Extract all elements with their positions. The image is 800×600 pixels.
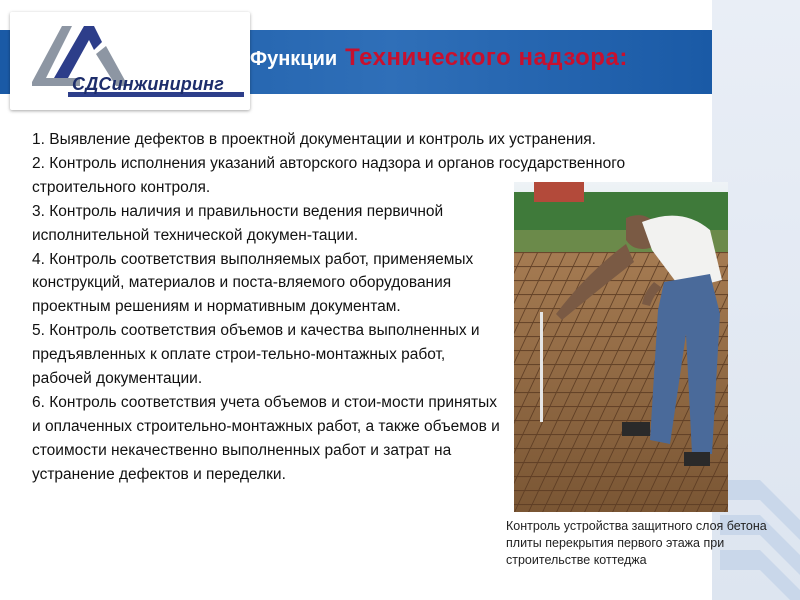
title-prefix: Функции	[250, 48, 338, 70]
company-logo	[10, 12, 250, 110]
list-item: 4. Контроль соответствия выполняемых работ, применяемых конструкций, материалов и поста-вляемого оборудования проектным решениям и нормативным документам.	[32, 250, 474, 316]
inspection-photo	[514, 182, 728, 512]
list-item: 2. Контроль исполнения указаний авторского надзора и органов государственного строительного контроля.	[32, 154, 626, 196]
logo-emblem-icon	[10, 12, 250, 110]
page-title	[250, 44, 628, 80]
list-item: 5. Контроль соответствия объемов и качества выполненных и предъявленных к оплате строи-тельно-монтажных работ, рабочей документации.	[32, 322, 480, 388]
logo-text: СДСинжиниринг	[72, 74, 225, 94]
list-item: 6. Контроль соответствия учета объемов и стои-мости принятых и оплаченных строительно-монтажных работ, а также объемов и стоимости некачественно выполненных работ и затрат на устранение дефектов и переделки.	[32, 393, 500, 483]
list-item: 1. Выявление дефектов в проектной документации и контроль их устранения.	[32, 131, 596, 148]
list-item: 3. Контроль наличия и правильности ведения первичной исполнительной технической докумен-тации.	[32, 202, 444, 244]
title-main: Технического надзора:	[345, 44, 628, 71]
photo-caption: Контроль устройства защитного слоя бетона плиты перекрытия первого этажа при строительстве коттеджа	[506, 519, 767, 567]
